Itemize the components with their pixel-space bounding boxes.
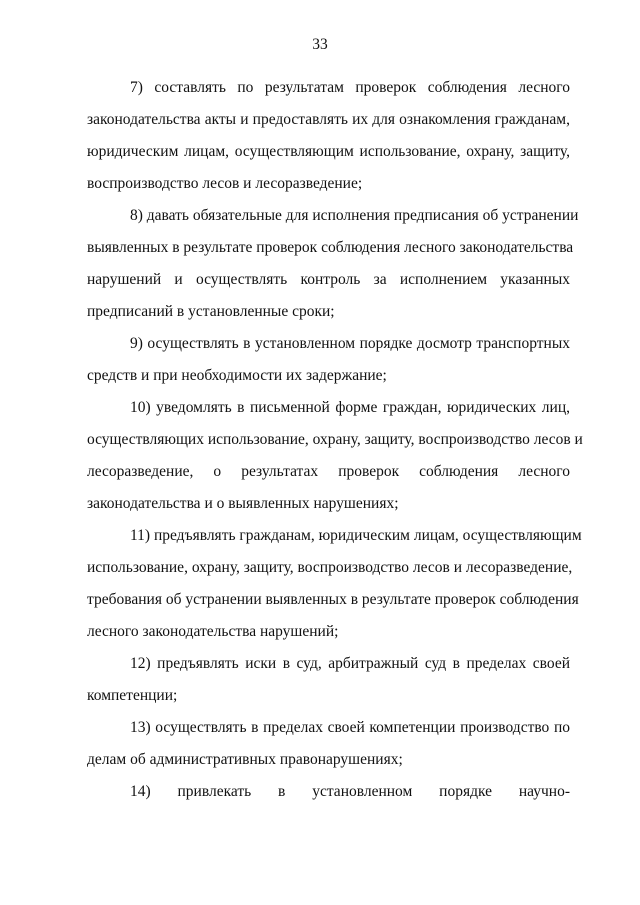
paragraph-7-line-4: воспроизводство лесов и лесоразведение; bbox=[87, 175, 363, 192]
paragraph-14-line-1: 14) привлекать в установленном порядке научно- bbox=[130, 783, 570, 800]
paragraph-13-line-1: 13) осуществлять в пределах своей компетенции производство по bbox=[130, 719, 570, 736]
paragraph-11-line-1: 11) предъявлять гражданам, юридическим лицам, осуществляющим bbox=[130, 527, 582, 544]
paragraph-9-line-1: 9) осуществлять в установленном порядке досмотр транспортных bbox=[130, 335, 570, 352]
paragraph-10-line-2: осуществляющих использование, охрану, защиту, воспроизводство лесов и bbox=[87, 431, 583, 448]
page-number: 33 bbox=[312, 36, 328, 53]
paragraph-11-line-4: лесного законодательства нарушений; bbox=[87, 623, 339, 640]
paragraph-13-line-2: делам об административных правонарушениях; bbox=[87, 751, 403, 768]
paragraph-12-line-2: компетенции; bbox=[87, 687, 178, 704]
paragraph-8-line-4: предписаний в установленные сроки; bbox=[87, 303, 335, 320]
paragraph-10-line-4: законодательства и о выявленных нарушениях; bbox=[87, 495, 399, 512]
paragraph-12-line-1: 12) предъявлять иски в суд, арбитражный суд в пределах своей bbox=[130, 655, 570, 672]
paragraph-11-line-3: требования об устранении выявленных в результате проверок соблюдения bbox=[87, 591, 579, 608]
paragraph-10-line-3: лесоразведение, о результатах проверок соблюдения лесного bbox=[87, 463, 570, 480]
paragraph-9-line-2: средств и при необходимости их задержание; bbox=[87, 367, 387, 384]
paragraph-8-line-1: 8) давать обязательные для исполнения предписания об устранении bbox=[130, 207, 579, 224]
paragraph-11-line-2: использование, охрану, защиту, воспроизводство лесов и лесоразведение, bbox=[87, 559, 573, 576]
paragraph-8-line-2: выявленных в результате проверок соблюдения лесного законодательства bbox=[87, 239, 574, 256]
paragraph-7-line-1: 7) составлять по результатам проверок соблюдения лесного bbox=[130, 79, 570, 96]
paragraph-7-line-2: законодательства акты и предоставлять их для ознакомления гражданам, bbox=[87, 111, 570, 128]
paragraph-7-line-3: юридическим лицам, осуществляющим использование, охрану, защиту, bbox=[87, 143, 570, 160]
paragraph-8-line-3: нарушений и осуществлять контроль за исполнением указанных bbox=[87, 271, 570, 288]
paragraph-10-line-1: 10) уведомлять в письменной форме граждан, юридических лиц, bbox=[130, 399, 570, 416]
